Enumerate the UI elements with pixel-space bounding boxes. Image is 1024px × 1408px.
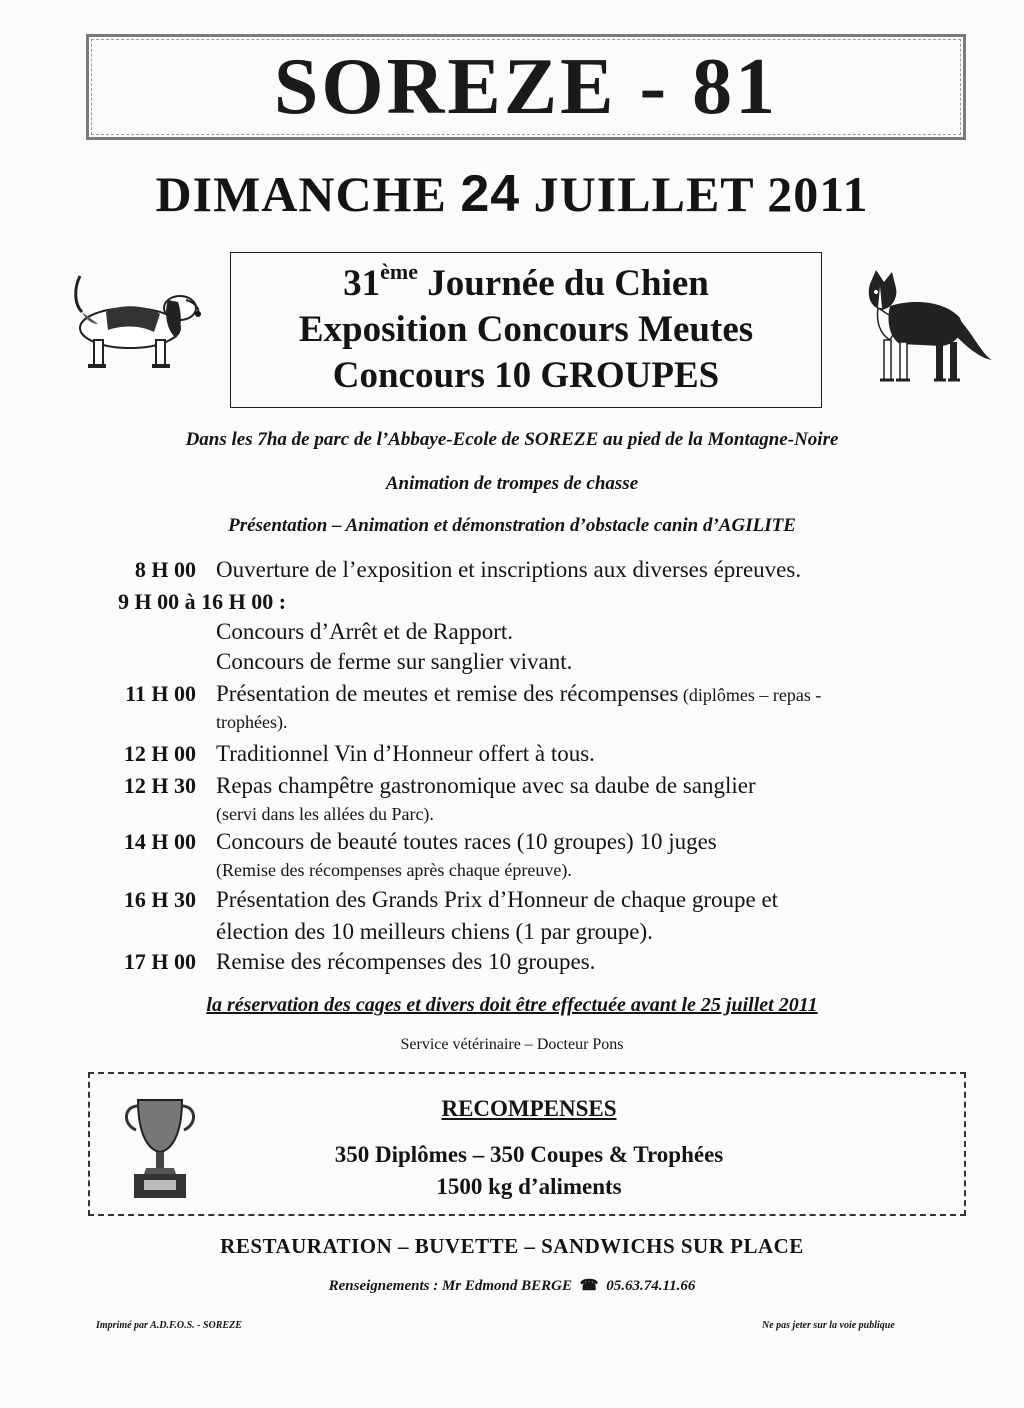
schedule-time: 16 H 30 [123, 887, 196, 912]
date-suffix: JUILLET 2011 [533, 166, 869, 222]
schedule-text: Présentation des Grands Prix d’Honneur de chaque groupe et [216, 887, 779, 912]
event-box [230, 252, 822, 408]
schedule-time: 12 H 30 [123, 773, 196, 798]
schedule-text: Ouverture de l’exposition et inscriptions aux diverses épreuves. [216, 557, 802, 582]
schedule-time: 17 H 00 [123, 949, 196, 974]
contact-label: Renseignements : Mr Edmond BERGE [328, 1278, 572, 1294]
event-date [0, 165, 1024, 223]
services-banner: RESTAURATION – BUVETTE – SANDWICHS SUR PLACE [220, 1234, 804, 1258]
schedule-text: élection des 10 meilleurs chiens (1 par groupe). [216, 919, 653, 944]
intro-agility: Présentation – Animation et démonstration d’obstacle canin d’AGILITE [228, 515, 796, 536]
rewards-title: RECOMPENSES [441, 1096, 617, 1121]
intro-hunting-horns: Animation de trompes de chasse [385, 473, 639, 494]
edition-number: 31 [343, 263, 381, 304]
event-line-1 [231, 261, 821, 307]
schedule-text: Concours de ferme sur sanglier vivant. [216, 649, 573, 674]
schedule-text: Concours de beauté toutes races (10 groupes) 10 juges [216, 829, 717, 854]
schedule-time: 14 H 00 [123, 829, 196, 854]
schedule-text: Remise des récompenses des 10 groupes. [216, 949, 596, 974]
schedule-text: Traditionnel Vin d’Honneur offert à tous. [216, 741, 595, 766]
title-box [86, 34, 966, 140]
schedule-time: 11 H 00 [125, 681, 196, 706]
contact-phone: 05.63.74.11.66 [606, 1278, 696, 1294]
event-line-1-text: Journée du Chien [417, 263, 709, 304]
edition-sup: ème [380, 259, 418, 284]
veterinary-service: Service vétérinaire – Docteur Pons [400, 1036, 624, 1053]
schedule-text [216, 678, 821, 711]
intro-location: Dans les 7ha de parc de l’Abbaye-Ecole de SOREZE au pied de la Montagne-Noire [185, 429, 839, 450]
schedule-text: Repas champêtre gastronomique avec sa daube de sanglier [216, 773, 756, 798]
schedule-time: 12 H 00 [123, 741, 196, 766]
rewards-line: 350 Diplômes – 350 Coupes & Trophées [334, 1142, 724, 1167]
printer-credit: Imprimé par A.D.F.O.S. - SOREZE [96, 1320, 242, 1331]
schedule-text: Concours d’Arrêt et de Rapport. [216, 619, 514, 644]
reservation-notice: la réservation des cages et divers doit être effectuée avant le 25 juillet 2011 [206, 994, 818, 1016]
schedule-text-main: Présentation de meutes et remise des récompenses [216, 681, 679, 706]
rewards-box [88, 1072, 966, 1216]
schedule-text: trophées). [216, 712, 288, 732]
litter-notice: Ne pas jeter sur la voie publique [762, 1320, 895, 1331]
schedule-text: (servi dans les allées du Parc). [216, 804, 434, 824]
basset-hound-icon [68, 268, 208, 378]
contact-line [0, 1276, 1024, 1295]
rewards-line: 1500 kg d’aliments [436, 1174, 622, 1199]
schedule-text-note: (diplômes – repas - [678, 685, 822, 705]
event-line-3: Concours 10 GROUPES [332, 355, 720, 396]
date-day: 24 [460, 165, 521, 223]
schedule-text: (Remise des récompenses après chaque épreuve). [216, 860, 572, 880]
schedule-time: 9 H 00 à 16 H 00 : [118, 589, 287, 614]
border-collie-icon [856, 262, 996, 392]
page-title: SOREZE - 81 [273, 43, 779, 131]
schedule-time: 8 H 00 [134, 557, 196, 582]
date-prefix: DIMANCHE [155, 166, 447, 222]
event-line-2: Exposition Concours Meutes [298, 309, 754, 350]
phone-icon: ☎ [579, 1278, 599, 1294]
